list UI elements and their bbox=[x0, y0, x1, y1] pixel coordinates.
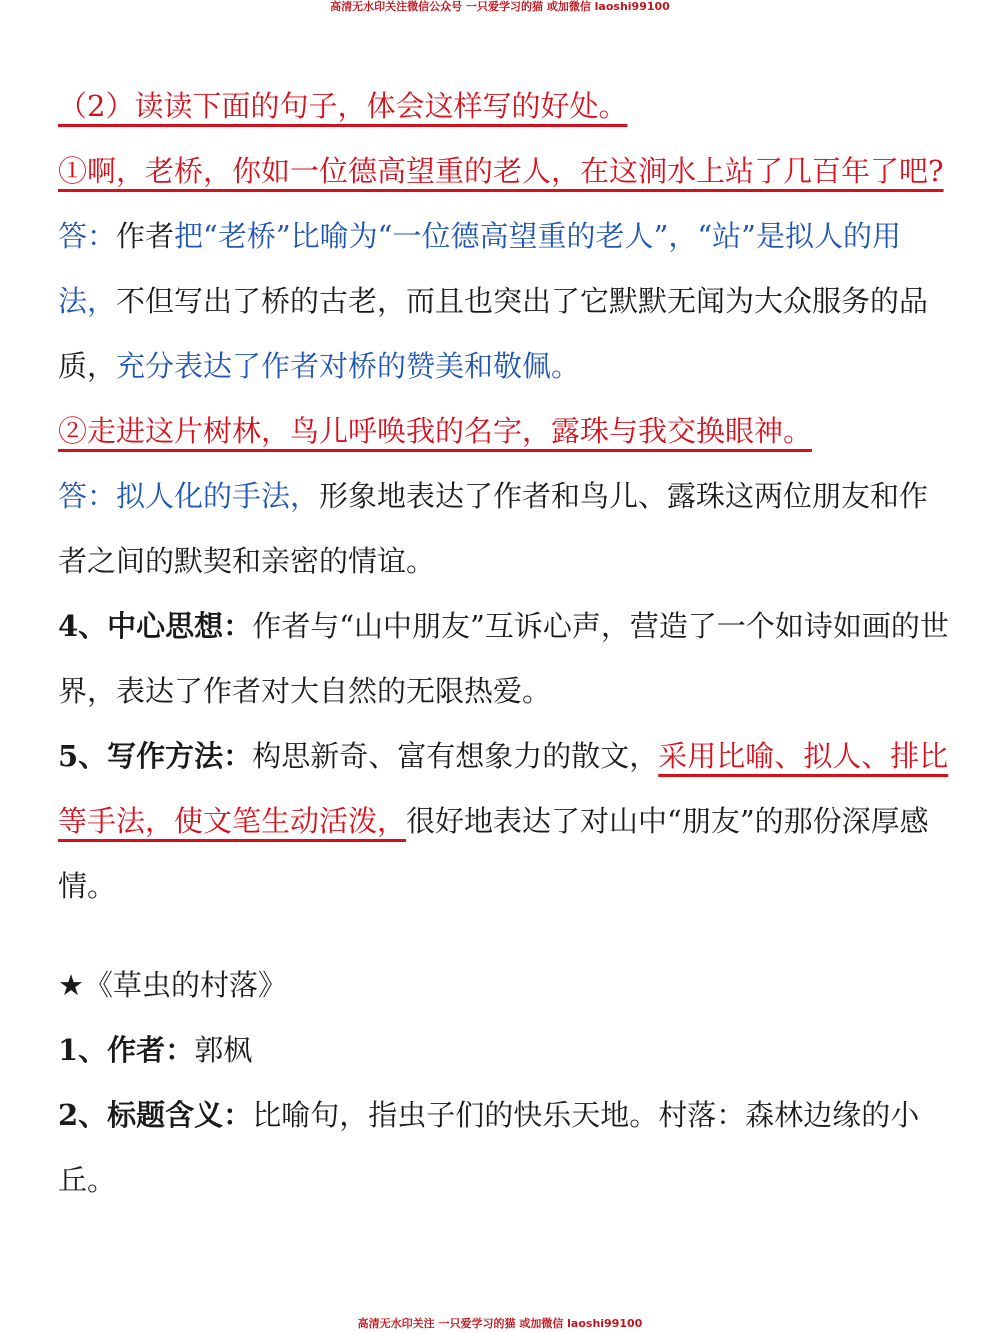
writing-method-label: 5、写作方法： bbox=[58, 739, 253, 773]
answer-2-prefix: 答： bbox=[58, 479, 117, 513]
lesson-title bbox=[58, 953, 950, 1018]
lesson-author-label: 1、作者： bbox=[58, 1033, 195, 1067]
answer-1-part-1: 作者 bbox=[116, 219, 175, 253]
example-sentence-2 bbox=[58, 399, 950, 464]
example-sentence-1 bbox=[58, 139, 950, 204]
answer-2-part-2: 形象地表达了作者和鸟儿、露珠这两位朋友和作者之间的默契和亲密的情谊。 bbox=[58, 479, 929, 578]
lesson-title-meaning-label: 2、标题含义： bbox=[58, 1098, 253, 1132]
section-heading bbox=[58, 74, 950, 139]
section-heading-text: （2）读读下面的句子，体会这样写的好处。 bbox=[58, 89, 628, 123]
watermark-top: 高清无水印关注微信公众号 一只爱学习的猫 或加微信 laoshi99100 bbox=[330, 0, 670, 13]
lesson-author bbox=[58, 1018, 950, 1083]
answer-1-part-3: 不但写出了桥的古老，而且也突出了它默默无闻为大众服务的品质， bbox=[58, 284, 929, 383]
watermark-bottom: 高清无水印关注 一只爱学习的猫 或加微信 laoshi99100 bbox=[357, 1317, 643, 1330]
lesson-title-meaning bbox=[58, 1083, 950, 1213]
writing-method bbox=[58, 724, 950, 919]
section-spacer bbox=[58, 919, 950, 953]
central-idea bbox=[58, 594, 950, 724]
example-sentence-1-text: ①啊，老桥，你如一位德高望重的老人，在这涧水上站了几百年了吧? bbox=[58, 154, 944, 188]
answer-1-prefix: 答： bbox=[58, 219, 117, 253]
star-icon: ★ bbox=[58, 968, 84, 1002]
writing-method-highlight: 采用比喻、拟人、排比等手法，使文笔生动活泼， bbox=[58, 739, 949, 838]
central-idea-text: 作者与“山中朋友”互诉心声，营造了一个如诗如画的世界，表达了作者对大自然的无限热爱。 bbox=[58, 609, 949, 708]
answer-1 bbox=[58, 204, 950, 399]
writing-method-text-1: 构思新奇、富有想象力的散文， bbox=[252, 739, 659, 773]
central-idea-label: 4、中心思想： bbox=[58, 609, 253, 643]
lesson-title-text: 《草虫的村落》 bbox=[84, 968, 288, 1002]
example-sentence-2-text: ②走进这片树林，鸟儿呼唤我的名字，露珠与我交换眼神。 bbox=[58, 414, 813, 448]
answer-1-part-2: 把“老桥”比喻为“一位德高望重的老人”，“站”是拟人的用法， bbox=[58, 219, 901, 318]
answer-2 bbox=[58, 464, 950, 594]
answer-1-part-4: 充分表达了作者对桥的赞美和敬佩。 bbox=[116, 349, 581, 383]
writing-method-text-2: 很好地表达了对山中“朋友”的那份深厚感情。 bbox=[58, 804, 929, 903]
document-body bbox=[58, 74, 950, 1213]
answer-2-part-1: 拟人化的手法， bbox=[116, 479, 320, 513]
lesson-author-text: 郭枫 bbox=[194, 1033, 253, 1067]
lesson-title-meaning-text: 比喻句，指虫子们的快乐天地。村落：森林边缘的小丘。 bbox=[58, 1098, 920, 1197]
